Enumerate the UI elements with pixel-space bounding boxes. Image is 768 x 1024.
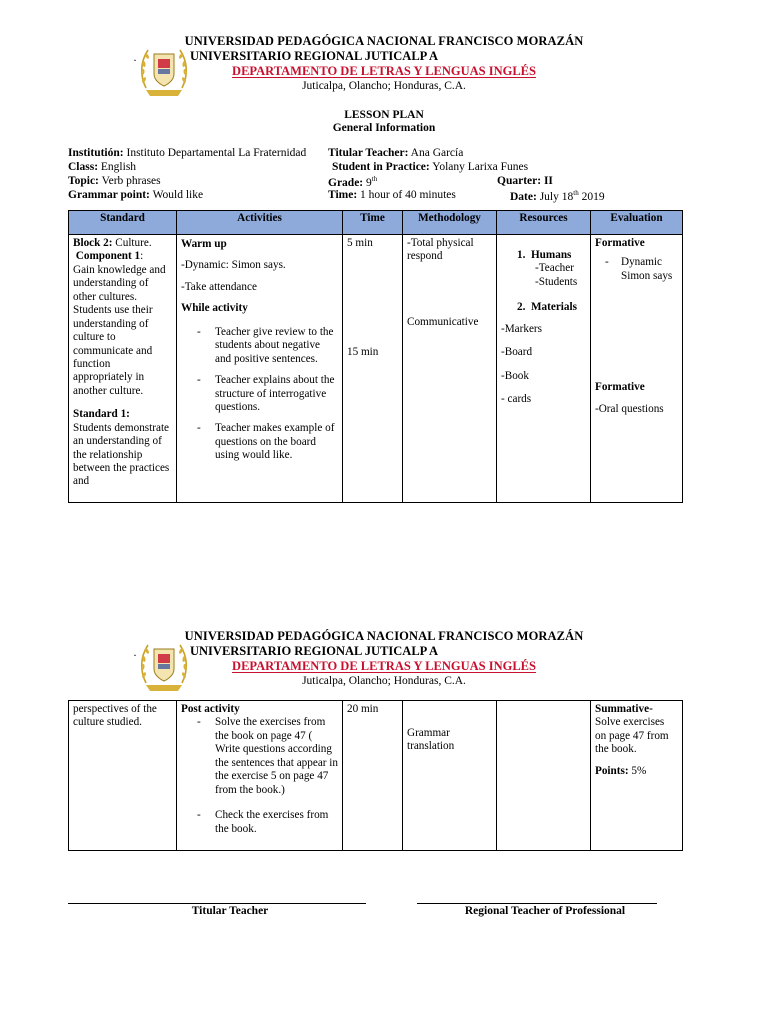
methodology-value: Grammar translation [407,727,455,753]
resource-item: - cards [501,393,532,406]
list-item: - Teacher makes example of questions on the board using would like. [181,422,338,462]
class-line: Class: English [68,161,137,173]
standard1-label: Standard 1: [73,408,130,421]
resource-item: -Board [501,346,533,359]
table-header-row [69,211,683,235]
component-text: Gain knowledge and understanding of other cultures. Students use their understanding of culture to communicate and function appropriately in another culture. [73,263,166,397]
summative-label: Summative- [595,703,653,715]
header-time: Time [343,211,403,235]
signature-line-right [417,903,657,904]
department-name: DEPARTAMENTO DE LETRAS Y LENGUAS INGLÉS [232,64,536,78]
resource-item: -Teacher [535,262,574,275]
resource-item: -Students [535,275,578,288]
header-standard: Standard [69,211,177,235]
time-value: 1 hour of 40 minutes [360,189,456,201]
methodology-cell [403,701,497,851]
methodology-value: Communicative [407,315,479,328]
list-item: - Teacher explains about the structure of interrogative questions. [181,374,338,414]
evaluation-cell [591,701,683,851]
topic-value: Verb phrases [101,175,161,187]
regional-center-name: UNIVERSITARIO REGIONAL JUTICALP A [190,49,439,63]
dynamic-text: -Dynamic: Simon says. [181,259,286,272]
standard-text: perspectives of the culture studied. [73,703,157,729]
resource-item: -Book [501,369,529,382]
evaluation-cell [591,235,683,503]
student-line: Student in Practice: Yolany Larixa Funes [332,161,529,173]
grammar-line: Grammar point: Would like [68,189,204,201]
table-row [69,701,683,851]
university-name: UNIVERSIDAD PEDAGÓGICA NACIONAL FRANCISCO MORAZÁN [184,34,584,48]
header-activities: Activities [177,211,343,235]
time-value: 15 min [347,346,379,359]
class-value: English [100,161,137,173]
warm-up-label: Warm up [181,238,227,250]
time-value: 20 min [347,703,379,715]
summative-text: Solve exercises on page 47 from the book. [595,716,669,756]
signature-line-left [68,903,366,904]
page-header-2: UNIVERSIDAD PEDAGÓGICA NACIONAL FRANCISCO MORAZÁN · UNIVERSITARIO REGIONAL JUTICALP A DEPARTAMENTO DE LETRAS Y LENGUAS INGLÉS Juticalpa, Olancho; Honduras, C.A. [0,617,768,717]
formative-label: Formative [595,237,645,249]
teacher-value: Ana García [410,147,464,159]
activities-cell [177,701,343,851]
evaluation-item: -Oral questions [595,402,664,415]
address: Juticalpa, Olancho; Honduras, C.A. [302,675,466,687]
institution-value: Instituto Departamental La Fraternidad [126,147,307,159]
list-item: - Teacher give review to the students about negative and positive sentences. [181,326,338,366]
grammar-value: Would like [152,189,204,201]
institution-line: Institutión: Instituto Departamental La Fraternidad [68,147,307,159]
header-evaluation: Evaluation [591,211,683,235]
general-info-title: General Information [332,122,436,134]
list-item: - Check the exercises from the book. [181,809,338,836]
grade-line: Grade: 9th [328,175,378,189]
time-value: 5 min [347,237,373,249]
page-header-1: UNIVERSIDAD PEDAGÓGICA NACIONAL FRANCISCO MORAZÁN · UNIVERSITARIO REGIONAL JUTICALP A DEPARTAMENTO DE LETRAS Y LENGUAS INGLÉS Juticalpa, Olancho; Honduras, C.A. [0,22,768,122]
standard1-text: Students demonstrate an understanding of the relationship between the practices and [73,421,170,488]
standard-cell [69,701,177,851]
methodology-value: -Total physical respond [407,237,474,263]
lesson-plan-title: LESSON PLAN [344,109,424,121]
regional-teacher-signature-label: Regional Teacher of Professional [464,905,626,917]
points-value: 5% [628,764,647,777]
topic-line: Topic: Verb phrases [68,175,161,187]
resource-item: -Markers [501,322,543,335]
points-line: Points: 5% [595,764,647,777]
date-line: Date: July 18th 2019 [510,189,605,203]
quarter-line: Quarter: II [497,175,553,187]
list-item: - Solve the exercises from the book on page 47 ( Write questions according the sentences that appear in the exercise 5 on page 47 from the book.) [181,716,338,797]
university-name: UNIVERSIDAD PEDAGÓGICA NACIONAL FRANCISCO MORAZÁN [184,629,584,643]
regional-center-name: UNIVERSITARIO REGIONAL JUTICALP A [190,644,439,658]
activities-cell [177,235,343,503]
time-cell [343,701,403,851]
post-activity-label: Post activity [181,703,240,715]
evaluation-item: - Dynamic Simon says [595,256,678,283]
grade-value: 9 [366,176,372,189]
student-value: Yolany Larixa Funes [432,161,529,173]
teacher-line: Titular Teacher: Ana García [328,147,464,159]
header-resources: Resources [497,211,591,235]
lesson-plan-table [68,210,683,503]
table-row [69,235,683,503]
formative-label: Formative [595,381,645,394]
titular-teacher-signature-label: Titular Teacher [191,905,269,917]
time-cell [343,235,403,503]
time-line: Time: 1 hour of 40 minutes [328,189,456,201]
lesson-plan-table-continued [68,700,683,851]
methodology-cell [403,235,497,503]
standard-cell: Block 2: Culture. Component 1: Gain knowledge and understanding of other cultures. Students use their understanding of culture to communicate and function appropriately in another culture. Standard 1: Students demonstrate an understanding of the relationship between the practices and [69,235,177,503]
while-activity-label: While activity [181,302,248,315]
attendance-text: -Take attendance [181,280,257,293]
resources-cell: 1. Humans -Teacher -Students 2. Materials -Markers -Board -Book - cards [497,235,591,503]
department-name: DEPARTAMENTO DE LETRAS Y LENGUAS INGLÉS [232,659,536,673]
resources-cell [497,701,591,851]
address: Juticalpa, Olancho; Honduras, C.A. [302,80,466,92]
header-methodology: Methodology [403,211,497,235]
